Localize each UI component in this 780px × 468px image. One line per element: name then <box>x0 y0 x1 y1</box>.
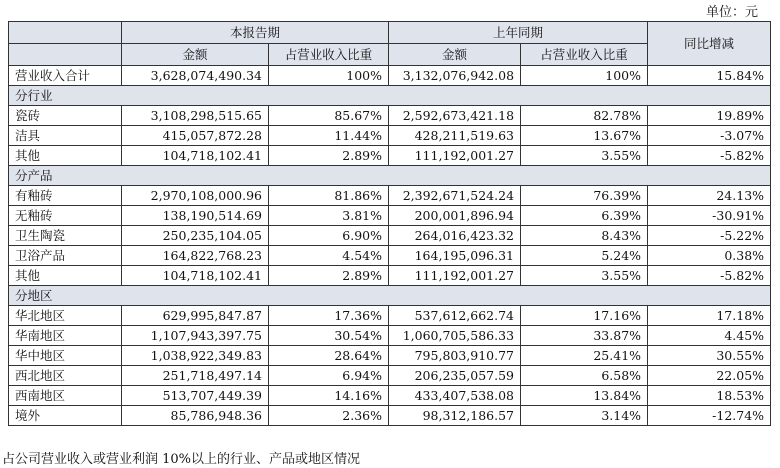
table-row <box>9 146 771 166</box>
cur-share-cell: 30.54% <box>269 326 389 346</box>
yoy-cell: -12.74% <box>648 406 771 426</box>
row-label: 华中地区 <box>9 346 122 366</box>
header-yoy: 同比增减 <box>648 22 771 66</box>
header-cur-amount: 金额 <box>122 44 269 66</box>
prev-share-cell: 6.39% <box>521 206 648 226</box>
cur-share-cell: 6.94% <box>269 366 389 386</box>
header-blank <box>9 22 122 44</box>
prev-share-cell: 13.84% <box>521 386 648 406</box>
header-prev-amount: 金额 <box>389 44 521 66</box>
header-prev-share: 占营业收入比重 <box>521 44 648 66</box>
table-row <box>9 386 771 406</box>
cur-amount-cell: 3,108,298,515.65 <box>122 106 269 126</box>
prev-share-cell: 82.78% <box>521 106 648 126</box>
yoy-cell: 4.45% <box>648 326 771 346</box>
row-label: 洁具 <box>9 126 122 146</box>
prev-amount-cell: 428,211,519.63 <box>389 126 521 146</box>
yoy-cell: 30.55% <box>648 346 771 366</box>
prev-amount-cell: 111,192,001.27 <box>389 266 521 286</box>
header-cur-share: 占营业收入比重 <box>269 44 389 66</box>
cur-share-cell: 100% <box>269 66 389 86</box>
yoy-cell: 18.53% <box>648 386 771 406</box>
section-header-row <box>9 86 771 106</box>
cur-amount-cell: 1,107,943,397.75 <box>122 326 269 346</box>
cur-amount-cell: 2,970,108,000.96 <box>122 186 269 206</box>
header-prior-period: 上年同期 <box>389 22 648 44</box>
cur-share-cell: 2.36% <box>269 406 389 426</box>
cur-amount-cell: 629,995,847.87 <box>122 306 269 326</box>
section-header-row <box>9 286 771 306</box>
section-title: 分行业 <box>9 86 771 106</box>
prev-amount-cell: 98,312,186.57 <box>389 406 521 426</box>
yoy-cell: 19.89% <box>648 106 771 126</box>
prev-share-cell: 100% <box>521 66 648 86</box>
yoy-cell: -5.82% <box>648 146 771 166</box>
cur-amount-cell: 3,628,074,490.34 <box>122 66 269 86</box>
row-label: 华北地区 <box>9 306 122 326</box>
prev-amount-cell: 111,192,001.27 <box>389 146 521 166</box>
prev-amount-cell: 2,392,671,524.24 <box>389 186 521 206</box>
table-row <box>9 206 771 226</box>
row-label: 卫生陶瓷 <box>9 226 122 246</box>
prev-amount-cell: 795,803,910.77 <box>389 346 521 366</box>
cur-share-cell: 17.36% <box>269 306 389 326</box>
section-title: 分地区 <box>9 286 771 306</box>
section-title: 分产品 <box>9 166 771 186</box>
unit-label: 单位：元 <box>705 5 758 20</box>
table-row <box>9 326 771 346</box>
yoy-cell: -3.07% <box>648 126 771 146</box>
table-row <box>9 406 771 426</box>
row-label: 其他 <box>9 146 122 166</box>
row-label: 无釉砖 <box>9 206 122 226</box>
prev-amount-cell: 1,060,705,586.33 <box>389 326 521 346</box>
row-label: 西南地区 <box>9 386 122 406</box>
row-label: 华南地区 <box>9 326 122 346</box>
cur-amount-cell: 250,235,104.05 <box>122 226 269 246</box>
row-label: 瓷砖 <box>9 106 122 126</box>
table-row <box>9 346 771 366</box>
prev-share-cell: 13.67% <box>521 126 648 146</box>
table-row <box>9 366 771 386</box>
prev-amount-cell: 164,195,096.31 <box>389 246 521 266</box>
cur-amount-cell: 104,718,102.41 <box>122 266 269 286</box>
cur-share-cell: 14.16% <box>269 386 389 406</box>
prev-amount-cell: 433,407,538.08 <box>389 386 521 406</box>
yoy-cell: -30.91% <box>648 206 771 226</box>
prev-share-cell: 3.14% <box>521 406 648 426</box>
prev-amount-cell: 264,016,423.32 <box>389 226 521 246</box>
yoy-cell: 0.38% <box>648 246 771 266</box>
row-label: 境外 <box>9 406 122 426</box>
cur-amount-cell: 513,707,449.39 <box>122 386 269 406</box>
prev-amount-cell: 200,001,896.94 <box>389 206 521 226</box>
prev-amount-cell: 206,235,057.59 <box>389 366 521 386</box>
footnote: 占公司营业收入或营业利润 10%以上的行业、产品或地区情况 <box>2 452 361 467</box>
cur-amount-cell: 85,786,948.36 <box>122 406 269 426</box>
table-row <box>9 266 771 286</box>
table-row <box>9 226 771 246</box>
table-row <box>9 246 771 266</box>
row-label: 西北地区 <box>9 366 122 386</box>
table-body <box>9 66 771 426</box>
cur-amount-cell: 1,038,922,349.83 <box>122 346 269 366</box>
section-header-row <box>9 166 771 186</box>
cur-amount-cell: 104,718,102.41 <box>122 146 269 166</box>
cur-share-cell: 81.86% <box>269 186 389 206</box>
cur-amount-cell: 138,190,514.69 <box>122 206 269 226</box>
cur-share-cell: 28.64% <box>269 346 389 366</box>
row-label: 其他 <box>9 266 122 286</box>
total-row <box>9 66 771 86</box>
prev-share-cell: 25.41% <box>521 346 648 366</box>
prev-amount-cell: 537,612,662.74 <box>389 306 521 326</box>
prev-share-cell: 8.43% <box>521 226 648 246</box>
prev-amount-cell: 2,592,673,421.18 <box>389 106 521 126</box>
cur-amount-cell: 415,057,872.28 <box>122 126 269 146</box>
prev-share-cell: 3.55% <box>521 266 648 286</box>
prev-share-cell: 33.87% <box>521 326 648 346</box>
cur-share-cell: 85.67% <box>269 106 389 126</box>
cur-share-cell: 2.89% <box>269 266 389 286</box>
header-current-period: 本报告期 <box>122 22 389 44</box>
row-label: 卫浴产品 <box>9 246 122 266</box>
prev-share-cell: 6.58% <box>521 366 648 386</box>
cur-share-cell: 11.44% <box>269 126 389 146</box>
prev-amount-cell: 3,132,076,942.08 <box>389 66 521 86</box>
row-label: 有釉砖 <box>9 186 122 206</box>
table-row <box>9 126 771 146</box>
prev-share-cell: 17.16% <box>521 306 648 326</box>
header-blank-2 <box>9 44 122 66</box>
table-row <box>9 106 771 126</box>
yoy-cell: 24.13% <box>648 186 771 206</box>
cur-share-cell: 6.90% <box>269 226 389 246</box>
prev-share-cell: 76.39% <box>521 186 648 206</box>
revenue-table <box>8 21 771 426</box>
yoy-cell: 15.84% <box>648 66 771 86</box>
yoy-cell: -5.22% <box>648 226 771 246</box>
cur-share-cell: 3.81% <box>269 206 389 226</box>
table-row <box>9 186 771 206</box>
cur-amount-cell: 251,718,497.14 <box>122 366 269 386</box>
cur-share-cell: 4.54% <box>269 246 389 266</box>
cur-amount-cell: 164,822,768.23 <box>122 246 269 266</box>
table-row <box>9 306 771 326</box>
yoy-cell: 22.05% <box>648 366 771 386</box>
prev-share-cell: 5.24% <box>521 246 648 266</box>
cur-share-cell: 2.89% <box>269 146 389 166</box>
prev-share-cell: 3.55% <box>521 146 648 166</box>
yoy-cell: 17.18% <box>648 306 771 326</box>
row-label: 营业收入合计 <box>9 66 122 86</box>
yoy-cell: -5.82% <box>648 266 771 286</box>
